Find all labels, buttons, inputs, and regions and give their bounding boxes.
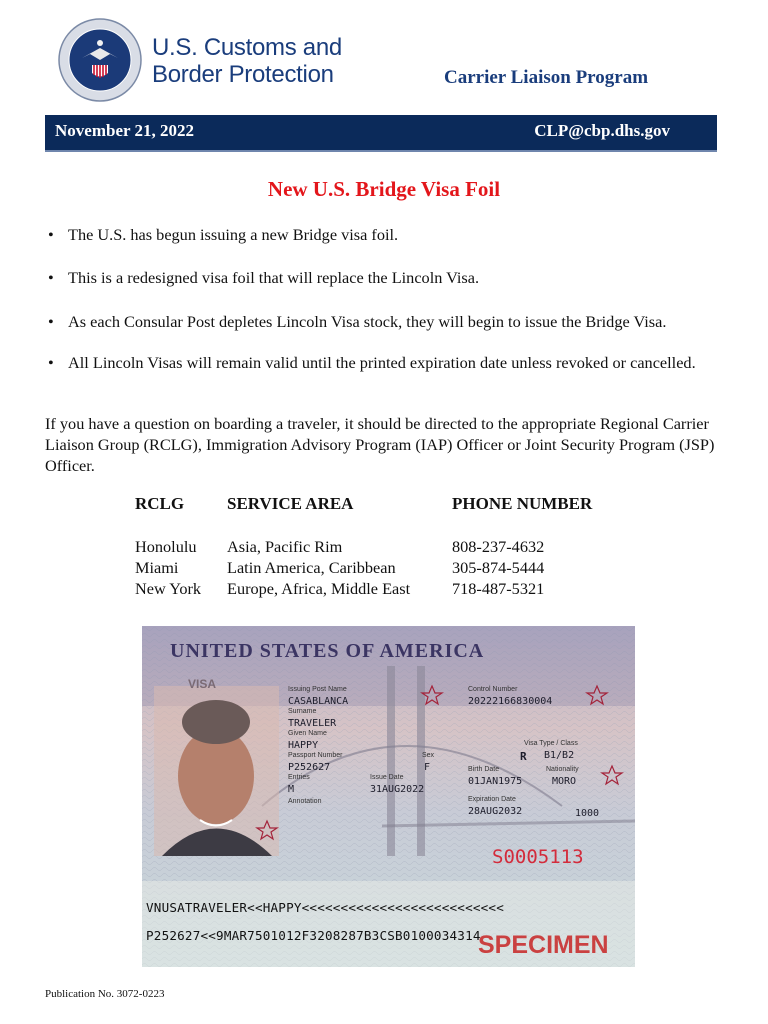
- visa-serial-number: S0005113: [492, 846, 584, 868]
- visa-country-banner: UNITED STATES OF AMERICA: [170, 640, 485, 662]
- table-cell-area: Latin America, Caribbean: [227, 558, 396, 577]
- visa-badge: VISA: [188, 677, 217, 691]
- table-cell-rclg: Miami: [135, 558, 179, 577]
- publish-date: November 21, 2022: [55, 121, 194, 140]
- value-issuing-post: CASABLANCA: [288, 696, 349, 707]
- label-nationality: Nationality: [546, 766, 579, 773]
- table-cell-phone: 808-237-4632: [452, 537, 545, 556]
- table-cell-phone: 718-487-5321: [452, 579, 545, 598]
- bullet-item: • This is a redesigned visa foil that will replace the Lincoln Visa.: [48, 268, 480, 287]
- bullet-item: • As each Consular Post depletes Lincoln Visa stock, they will begin to issue the Bridge Visa.: [48, 312, 667, 331]
- value-issue-date: 31AUG2022: [370, 784, 425, 795]
- label-surname: Surname: [288, 708, 317, 715]
- bullet-text: All Lincoln Visas will remain valid until the printed expiration date unless revoked or cancelled.: [68, 353, 696, 372]
- agency-name-line1: U.S. Customs and: [152, 34, 342, 61]
- agency-name-line2: Border Protection: [152, 61, 334, 88]
- label-expiration-date: Expiration Date: [468, 796, 516, 803]
- value-surname: TRAVELER: [288, 718, 337, 729]
- label-issuing-post: Issuing Post Name: [288, 686, 347, 693]
- value-expiration-date: 28AUG2032: [468, 806, 523, 817]
- bullet-item: • All Lincoln Visas will remain valid until the printed expiration date unless revoked or cancelled.: [48, 353, 696, 372]
- specimen-watermark: SPECIMEN: [478, 931, 609, 959]
- visa-mrz-line2: P252627<<9MAR7501012F3208287B3CSB0100034314: [146, 928, 481, 943]
- label-given-name: Given Name: [288, 730, 327, 737]
- table-cell-area: Asia, Pacific Rim: [227, 537, 343, 556]
- value-annotation: 1000: [575, 808, 600, 819]
- table-cell-rclg: New York: [135, 579, 202, 598]
- bullet-text: The U.S. has begun issuing a new Bridge visa foil.: [68, 225, 399, 244]
- visa-mrz-line1: VNUSATRAVELER<<HAPPY<<<<<<<<<<<<<<<<<<<<<<<<<<: [146, 900, 504, 915]
- label-visa-type: Visa Type / Class: [524, 740, 578, 747]
- bullet-item: • The U.S. has begun issuing a new Bridge visa foil.: [48, 225, 399, 244]
- publication-number: Publication No. 3072-0223: [45, 988, 165, 1000]
- label-sex: Sex: [422, 752, 435, 759]
- cbp-seal-logo: [58, 18, 142, 102]
- bullet-text: This is a redesigned visa foil that will replace the Lincoln Visa.: [68, 268, 480, 287]
- value-control-number: 20222166830004: [468, 696, 553, 707]
- label-entries: Entries: [288, 774, 310, 781]
- value-nationality: MORO: [552, 776, 577, 787]
- program-name: Carrier Liaison Program: [444, 67, 649, 88]
- label-control-number: Control Number: [468, 686, 518, 693]
- value-entries: M: [288, 784, 295, 795]
- value-visa-type-code: R: [520, 750, 527, 763]
- contact-paragraph: If you have a question on boarding a traveler, it should be directed to the appropriate Regional Carrier Liaison Group (RCLG), Immigration Advisory Program (IAP) Officer or Joint Security Program (JSP) Officer.: [45, 414, 715, 475]
- table-cell-phone: 305-874-5444: [452, 558, 545, 577]
- label-passport-number: Passport Number: [288, 752, 343, 759]
- value-passport-number: P252627: [288, 762, 331, 773]
- value-visa-type: B1/B2: [544, 750, 575, 761]
- contact-email: CLP@cbp.dhs.gov: [534, 121, 670, 140]
- table-cell-rclg: Honolulu: [135, 537, 197, 556]
- label-birth-date: Birth Date: [468, 766, 500, 773]
- value-birth-date: 01JAN1975: [468, 776, 523, 787]
- label-issue-date: Issue Date: [370, 774, 404, 781]
- bullet-text: As each Consular Post depletes Lincoln Visa stock, they will begin to issue the Bridge Visa.: [68, 312, 667, 331]
- value-given-name: HAPPY: [288, 740, 319, 751]
- table-header-service-area: SERVICE AREA: [227, 494, 354, 513]
- label-annotation: Annotation: [288, 798, 322, 805]
- table-header-phone: PHONE NUMBER: [452, 494, 593, 513]
- document-title: New U.S. Bridge Visa Foil: [267, 177, 501, 201]
- table-header-rclg: RCLG: [135, 494, 185, 513]
- table-cell-area: Europe, Africa, Middle East: [227, 579, 411, 598]
- agency-name: [152, 34, 342, 88]
- value-sex: F: [424, 762, 431, 773]
- visa-specimen-image: [142, 626, 635, 967]
